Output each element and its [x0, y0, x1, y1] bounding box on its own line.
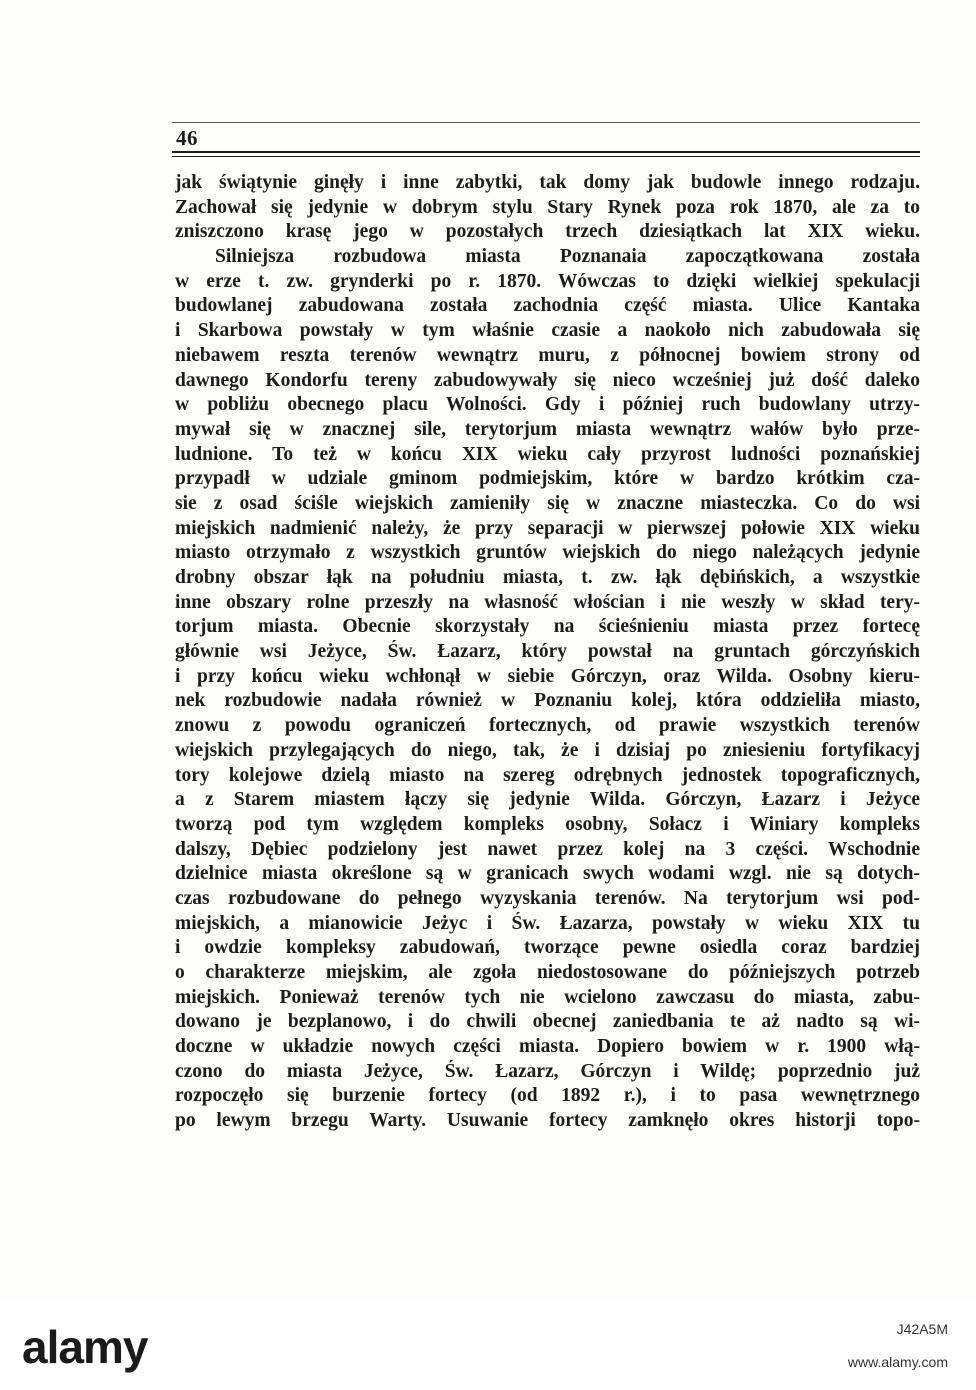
watermark-logo: alamy — [22, 1321, 148, 1373]
watermark-image-id: J42A5M — [896, 1321, 948, 1337]
text-line: i Skarbowa powstały w tym właśnie czasie a naokoło nich zabudowała się — [175, 320, 920, 342]
text-line: głównie wsi Jeżyce, Św. Łazarz, który powstał na gruntach górczyńskich — [175, 641, 920, 663]
header-double-rule — [172, 151, 920, 157]
text-line: niebawem reszta terenów wewnątrz muru, z północnej bowiem strony od — [175, 344, 920, 366]
text-line: tworzą pod tym względem kompleks osobny, Sołacz i Winiary kompleks — [175, 813, 920, 835]
body-text — [175, 171, 920, 1134]
text-line: budowlanej zabudowana została zachodnia część miasta. Ulice Kantaka — [175, 295, 920, 317]
text-line: wiejskich przylegających do niego, tak, że i dzisiaj po zniesieniu fortyfikacyj — [175, 739, 920, 761]
text-line: doczne w układzie nowych części miasta. Dopiero bowiem w r. 1900 włą- — [175, 1036, 920, 1058]
text-line: i owdzie kompleksy zabudowań, tworzące pewne osiedla coraz bardziej — [175, 937, 920, 959]
text-line: ludnione. To też w końcu XIX wieku cały przyrost ludności poznańskiej — [175, 443, 920, 465]
page-number: 46 — [176, 126, 198, 150]
text-line: przypadł w udziale gminom podmiejskim, które w bardzo krótkim cza- — [175, 468, 920, 490]
text-line: miejskich. Ponieważ terenów tych nie wcielono zawczasu do miasta, zabu- — [175, 986, 920, 1008]
text-line: inne obszary rolne przeszły na własność włościan i nie weszły w skład tery- — [175, 591, 920, 613]
text-line: Zachował się jedynie w dobrym stylu Stary Rynek poza rok 1870, ale za to — [175, 196, 920, 218]
text-line: miejskich nadmienić należy, że przy separacji w pierwszej połowie XIX wieku — [175, 517, 920, 539]
text-line: a z Starem miastem łączy się jedynie Wilda. Górczyn, Łazarz i Jeżyce — [175, 789, 920, 811]
text-line: jak świątynie ginęły i inne zabytki, tak domy jak budowle innego rodzaju. — [175, 172, 920, 193]
text-line: miasto otrzymało z wszystkich gruntów wiejskich do niego należących jedynie — [175, 542, 920, 564]
text-line: i przy końcu wieku wchłonął w siebie Górczyn, oraz Wilda. Osobny kieru- — [175, 665, 920, 687]
text-line: czas rozbudowane do pełnego wyzyskania terenów. Na terytorjum wsi pod- — [175, 887, 920, 909]
text-line: sie z osad ściśle wiejskich zamieniły się w znaczne miasteczka. Co do wsi — [175, 492, 920, 514]
text-line: dalszy, Dębiec podzielony jest nawet przez kolej na 3 części. Wschodnie — [175, 838, 920, 860]
text-line: miejskich, a mianowicie Jeżyc i Św. Łazarza, powstały w wieku XIX tu — [175, 912, 920, 934]
text-line: mywał się w znacznej sile, terytorjum miasta wewnątrz wałów było prze- — [175, 418, 920, 440]
text-line: drobny obszar łąk na południu miasta, t. zw. łąk dębińskich, a wszystkie — [175, 567, 920, 588]
text-line: nek rozbudowie nadała również w Poznaniu kolej, która oddzieliła miasto, — [175, 690, 920, 712]
text-line: znowu z powodu ograniczeń fortecznych, od prawie wszystkich terenów — [175, 715, 920, 737]
text-line: dawnego Kondorfu tereny zabudowywały się nieco wcześniej już dość daleko — [175, 369, 920, 391]
text-line: czono do miasta Jeżyce, Św. Łazarz, Górczyn i Wildę; poprzednio już — [175, 1060, 920, 1082]
text-line: po lewym brzegu Warty. Usuwanie fortecy zamknęło okres historji topo- — [175, 1110, 920, 1132]
text-line: dzielnice miasta określone są w granicach swych wodami wzgl. nie są dotych- — [175, 863, 920, 885]
top-thin-rule — [172, 122, 920, 123]
text-line: rozpoczęło się burzenie fortecy (od 1892 r.), i to pasa wewnętrznego — [175, 1085, 920, 1107]
text-line: w erze t. zw. grynderki po r. 1870. Wówczas to dzięki wielkiej spekulacji — [175, 270, 920, 292]
text-line: dowano je bezplanowo, i do chwili obecnej zaniedbania te aż nadto są wi- — [175, 1011, 920, 1033]
text-line: zniszczono krasę jego w pozostałych trzech dziesiątkach lat XIX wieku. — [175, 221, 920, 243]
text-line-paragraph-start: Silniejsza rozbudowa miasta Poznanaia zapoczątkowana została — [215, 246, 920, 268]
text-line: tory kolejowe dzielą miasto na szereg odrębnych jednostek topograficznych, — [175, 764, 920, 786]
text-line: torjum miasta. Obecnie skorzystały na ścieśnieniu miasta przez fortecę — [175, 616, 920, 638]
text-line: w pobliżu obecnego placu Wolności. Gdy i później ruch budowlany utrzy- — [175, 394, 920, 416]
watermark-url: www.alamy.com — [847, 1354, 948, 1370]
text-line: o charakterze miejskim, ale zgoła niedostosowane do późniejszych potrzeb — [175, 962, 920, 983]
